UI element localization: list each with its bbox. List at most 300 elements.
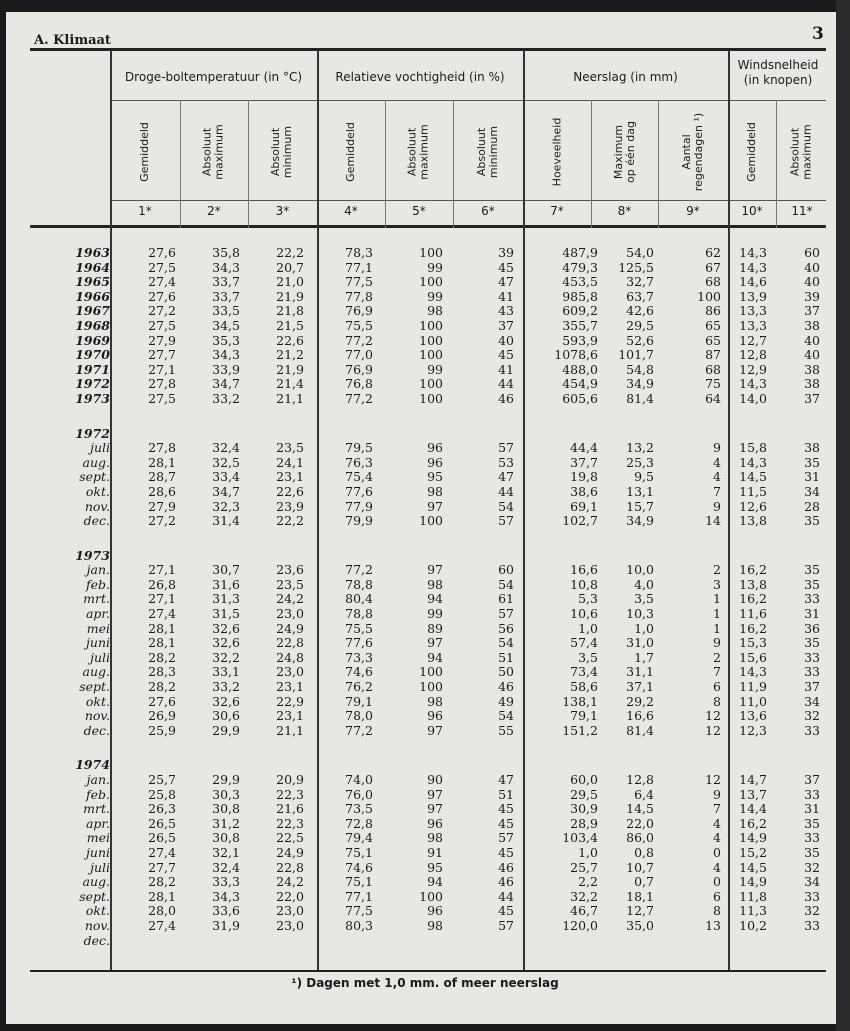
- cell-col-3: 21,9: [276, 288, 304, 304]
- cell-col-3: 20,7: [276, 259, 304, 275]
- cell-col-9: 68: [705, 274, 721, 290]
- cell-col-2: 30,6: [212, 708, 240, 724]
- cell-col-1: 27,6: [148, 288, 176, 304]
- cell-col-2: 33,3: [212, 874, 240, 890]
- cell-col-8: [598, 934, 654, 949]
- cell-col-9: 14: [705, 513, 721, 529]
- table-row: [30, 334, 820, 349]
- column-header-label: Absoluut maximum: [406, 124, 431, 180]
- cell-col-11: 35: [804, 576, 820, 592]
- cell-col-5: 96: [427, 815, 443, 831]
- cell-col-7: 25,7: [570, 859, 598, 875]
- cell-col-9: 1: [713, 591, 721, 607]
- cell-col-9: 9: [713, 786, 721, 802]
- spacer-row: [30, 407, 820, 427]
- cell-col-9: 13: [705, 917, 721, 933]
- cell-col-1: 25,8: [148, 786, 176, 802]
- cell-col-4: 80,3: [345, 917, 373, 933]
- cell-col-9: 87: [705, 347, 721, 363]
- cell-col-10: 16,2: [739, 815, 767, 831]
- row-label: sept.: [79, 469, 110, 485]
- cell-col-10: 11,6: [739, 606, 767, 622]
- table-row: [30, 607, 820, 622]
- cell-col-1: 28,1: [148, 454, 176, 470]
- column-header: [317, 102, 385, 202]
- spacer-row: [30, 738, 820, 758]
- cell-col-8: 10,0: [626, 562, 654, 578]
- cell-col-2: 33,2: [212, 679, 240, 695]
- cell-col-5: 97: [427, 722, 443, 738]
- cell-col-11: 32: [804, 859, 820, 875]
- column-header: [776, 102, 828, 202]
- cell-col-11: 37: [804, 772, 820, 787]
- column-header-label: Aantal regendagen ¹): [680, 112, 706, 192]
- cell-col-3: 22,6: [276, 332, 304, 348]
- cell-col-10: 11,3: [739, 903, 767, 919]
- cell-col-4: 74,6: [345, 664, 373, 680]
- cell-col-7: 29,5: [570, 786, 598, 802]
- cell-col-11: 40: [804, 259, 820, 275]
- cell-col-1: 28,2: [148, 679, 176, 695]
- cell-col-1: 27,4: [148, 606, 176, 622]
- cell-col-3: 24,9: [276, 620, 304, 636]
- cell-col-8: 0,7: [634, 874, 654, 890]
- cell-col-3: 22,6: [276, 483, 304, 499]
- cell-col-3: 21,6: [276, 801, 304, 817]
- group-header: Neerslag (in mm): [573, 70, 678, 84]
- cell-col-4: 77,2: [345, 722, 373, 738]
- cell-col-6: 44: [498, 483, 514, 499]
- table-row: [30, 651, 820, 666]
- cell-col-9: 6: [713, 679, 721, 695]
- cell-col-3: 23,1: [276, 679, 304, 695]
- table-row: [30, 817, 820, 832]
- cell-col-7: 102,7: [562, 513, 598, 529]
- table-row: [30, 485, 820, 500]
- cell-col-5: 97: [427, 635, 443, 651]
- cell-col-11: 40: [804, 332, 820, 348]
- cell-col-11: 33: [804, 664, 820, 680]
- table-row: [30, 831, 820, 846]
- cell-col-9: 68: [705, 361, 721, 377]
- section-year: 1974: [75, 757, 110, 773]
- cell-col-8: 101,7: [618, 347, 654, 363]
- cell-col-10: 13,8: [739, 513, 767, 529]
- cell-col-7: 479,3: [562, 259, 598, 275]
- cell-col-1: 27,8: [148, 376, 176, 392]
- cell-col-11: 38: [804, 361, 820, 377]
- cell-col-6: 46: [498, 859, 514, 875]
- top-rule: [30, 48, 826, 51]
- cell-col-5: 99: [427, 288, 443, 304]
- cell-col-4: 75,5: [345, 620, 373, 636]
- cell-col-1: 25,9: [148, 722, 176, 738]
- cell-col-5: 91: [427, 844, 443, 860]
- cell-col-8: 29,2: [626, 693, 654, 709]
- table-row: [30, 470, 820, 485]
- page-edge: [836, 0, 850, 1031]
- cell-col-4: 79,5: [345, 440, 373, 456]
- cell-col-7: 79,1: [570, 708, 598, 724]
- cell-col-10: 13,3: [739, 303, 767, 319]
- cell-col-2: 33,4: [212, 469, 240, 485]
- cell-col-9: 4: [713, 830, 721, 846]
- cell-col-10: 10,2: [739, 917, 767, 933]
- cell-col-5: 98: [427, 830, 443, 846]
- cell-col-7: 32,2: [570, 888, 598, 904]
- cell-col-11: 37: [804, 679, 820, 695]
- cell-col-5: 99: [427, 259, 443, 275]
- cell-col-1: 27,2: [148, 303, 176, 319]
- cell-col-2: 34,3: [212, 347, 240, 363]
- cell-col-9: 6: [713, 888, 721, 904]
- cell-col-11: 35: [804, 513, 820, 529]
- cell-col-9: 64: [705, 390, 721, 406]
- row-label: mei: [86, 620, 110, 636]
- cell-col-10: 16,2: [739, 562, 767, 578]
- cell-col-4: 72,8: [345, 815, 373, 831]
- cell-col-8: 14,5: [626, 801, 654, 817]
- cell-col-9: 8: [713, 693, 721, 709]
- row-label: sept.: [79, 679, 110, 695]
- table-row: [30, 919, 820, 934]
- cell-col-7: 57,4: [570, 635, 598, 651]
- table-row: [30, 680, 820, 695]
- cell-col-4: 77,5: [345, 903, 373, 919]
- cell-col-11: 37: [804, 303, 820, 319]
- cell-col-11: 35: [804, 562, 820, 578]
- table-row: [30, 592, 820, 607]
- cell-col-9: 12: [705, 722, 721, 738]
- cell-col-11: 33: [804, 917, 820, 933]
- cell-col-11: 34: [804, 693, 820, 709]
- cell-col-3: 23,1: [276, 469, 304, 485]
- cell-col-10: 14,9: [739, 830, 767, 846]
- cell-col-6: 39: [498, 245, 514, 260]
- cell-col-9: 7: [713, 483, 721, 499]
- row-label: 1972: [75, 376, 110, 392]
- cell-col-4: 76,9: [345, 361, 373, 377]
- cell-col-2: 32,1: [212, 844, 240, 860]
- cell-col-7: 355,7: [562, 317, 598, 333]
- cell-col-4: 76,3: [345, 454, 373, 470]
- table-row: [30, 890, 820, 905]
- cell-col-6: 61: [498, 591, 514, 607]
- cell-col-4: 79,9: [345, 513, 373, 529]
- cell-col-6: 47: [498, 772, 514, 787]
- table-row: [30, 709, 820, 724]
- cell-col-1: 27,9: [148, 498, 176, 514]
- column-header-label: Hoeveelheid: [550, 117, 563, 187]
- cell-col-3: 21,8: [276, 303, 304, 319]
- cell-col-8: 13,2: [626, 440, 654, 456]
- cell-col-8: 63,7: [626, 288, 654, 304]
- table-row: [30, 377, 820, 392]
- cell-col-9: 1: [713, 620, 721, 636]
- table-row: [30, 665, 820, 680]
- cell-col-8: 42,6: [626, 303, 654, 319]
- cell-col-6: 54: [498, 635, 514, 651]
- cell-col-9: 9: [713, 498, 721, 514]
- cell-col-10: 13,8: [739, 576, 767, 592]
- table-row: [30, 934, 820, 949]
- cell-col-4: 76,2: [345, 679, 373, 695]
- row-label: jan.: [86, 772, 110, 787]
- cell-col-2: 32,5: [212, 454, 240, 470]
- column-header-label: Gemiddeld: [138, 122, 151, 182]
- cell-col-11: 33: [804, 830, 820, 846]
- cell-col-7: 138,1: [562, 693, 598, 709]
- cell-col-9: 100: [697, 288, 721, 304]
- row-label: okt.: [85, 903, 110, 919]
- cell-col-3: 22,9: [276, 693, 304, 709]
- cell-col-3: 22,0: [276, 888, 304, 904]
- cell-col-1: 28,1: [148, 888, 176, 904]
- cell-col-1: 28,2: [148, 649, 176, 665]
- cell-col-8: 35,0: [626, 917, 654, 933]
- cell-col-11: 33: [804, 888, 820, 904]
- cell-col-1: 25,7: [148, 772, 176, 787]
- cell-col-11: 28: [804, 498, 820, 514]
- cell-col-7: 985,8: [562, 288, 598, 304]
- cell-col-6: 60: [498, 562, 514, 578]
- cell-col-2: 33,7: [212, 274, 240, 290]
- cell-col-8: 10,7: [626, 859, 654, 875]
- cell-col-11: 35: [804, 454, 820, 470]
- group-header: Relatieve vochtigheid (in %): [335, 70, 505, 84]
- cell-col-3: 22,8: [276, 859, 304, 875]
- cell-col-5: 94: [427, 591, 443, 607]
- cell-col-4: 74,0: [345, 772, 373, 787]
- cell-col-3: 20,9: [276, 772, 304, 787]
- cell-col-5: 98: [427, 693, 443, 709]
- cell-col-10: 14,9: [739, 874, 767, 890]
- table-row: [30, 290, 820, 305]
- column-number: 10*: [741, 204, 763, 218]
- cell-col-3: 23,0: [276, 903, 304, 919]
- column-header-label: Absoluut minimum: [269, 125, 295, 179]
- section-year-row: [30, 549, 820, 564]
- cell-col-3: 24,9: [276, 844, 304, 860]
- cell-col-5: 100: [419, 679, 443, 695]
- cell-col-6: 46: [498, 390, 514, 406]
- cell-col-2: 34,3: [212, 888, 240, 904]
- cell-col-4: 78,8: [345, 576, 373, 592]
- cell-col-10: [721, 934, 767, 949]
- cell-col-1: 28,6: [148, 483, 176, 499]
- cell-col-2: 31,2: [212, 815, 240, 831]
- cell-col-10: 13,3: [739, 317, 767, 333]
- cell-col-6: 37: [498, 317, 514, 333]
- cell-col-1: 27,6: [148, 245, 176, 260]
- cell-col-4: 76,9: [345, 303, 373, 319]
- cell-col-1: 26,5: [148, 830, 176, 846]
- column-number: 4*: [344, 204, 358, 218]
- table-row: [30, 304, 820, 319]
- cell-col-8: 52,6: [626, 332, 654, 348]
- cell-col-7: 605,6: [562, 390, 598, 406]
- column-header: [523, 102, 591, 202]
- cell-col-11: [767, 934, 820, 949]
- table-row: [30, 319, 820, 334]
- cell-col-9: 4: [713, 469, 721, 485]
- cell-col-4: 77,6: [345, 635, 373, 651]
- cell-col-3: 23,5: [276, 576, 304, 592]
- cell-col-9: 67: [705, 259, 721, 275]
- cell-col-2: 32,6: [212, 693, 240, 709]
- cell-col-10: 12,9: [739, 361, 767, 377]
- row-label: jan.: [86, 562, 110, 578]
- cell-col-3: 23,6: [276, 562, 304, 578]
- cell-col-11: 33: [804, 722, 820, 738]
- cell-col-7: 2,2: [578, 874, 598, 890]
- cell-col-2: 32,2: [212, 649, 240, 665]
- cell-col-4: 75,1: [345, 844, 373, 860]
- cell-col-4: 76,0: [345, 786, 373, 802]
- cell-col-1: 27,5: [148, 259, 176, 275]
- cell-col-6: 53: [498, 454, 514, 470]
- cell-col-10: 14,7: [739, 772, 767, 787]
- cell-col-8: 13,1: [626, 483, 654, 499]
- cell-col-9: 4: [713, 815, 721, 831]
- column-header-label: Gemiddeld: [344, 122, 357, 182]
- table-row: [30, 500, 820, 515]
- cell-col-5: 100: [419, 390, 443, 406]
- cell-col-1: [110, 934, 176, 949]
- cell-col-5: 100: [419, 245, 443, 260]
- cell-col-11: 35: [804, 815, 820, 831]
- cell-col-5: 100: [419, 347, 443, 363]
- cell-col-11: 40: [804, 274, 820, 290]
- cell-col-7: 487,9: [562, 245, 598, 260]
- cell-col-6: 46: [498, 679, 514, 695]
- cell-col-1: 27,1: [148, 591, 176, 607]
- column-header: [453, 102, 523, 202]
- cell-col-3: [240, 934, 304, 949]
- cell-col-4: 77,1: [345, 888, 373, 904]
- cell-col-6: 54: [498, 498, 514, 514]
- cell-col-8: 6,4: [634, 786, 654, 802]
- table-row: [30, 802, 820, 817]
- cell-col-7: 1,0: [578, 620, 598, 636]
- cell-col-6: 57: [498, 606, 514, 622]
- cell-col-10: 15,3: [739, 635, 767, 651]
- cell-col-5: 100: [419, 513, 443, 529]
- cell-col-7: 46,7: [570, 903, 598, 919]
- cell-col-9: 8: [713, 903, 721, 919]
- cell-col-8: 15,7: [626, 498, 654, 514]
- table-row: [30, 275, 820, 290]
- cell-col-9: 0: [713, 844, 721, 860]
- row-label: 1967: [75, 303, 110, 319]
- row-label: juni: [86, 844, 110, 860]
- row-label: nov.: [84, 498, 110, 514]
- cell-col-7: 37,7: [570, 454, 598, 470]
- cell-col-10: 13,7: [739, 786, 767, 802]
- footnote: ¹) Dagen met 1,0 mm. of meer neerslag: [291, 976, 559, 990]
- cell-col-2: 35,8: [212, 245, 240, 260]
- row-label: mrt.: [83, 591, 110, 607]
- cell-col-5: 97: [427, 801, 443, 817]
- cell-col-7: 69,1: [570, 498, 598, 514]
- cell-col-5: 96: [427, 440, 443, 456]
- cell-col-6: 45: [498, 815, 514, 831]
- cell-col-2: 32,3: [212, 498, 240, 514]
- cell-col-3: 21,1: [276, 722, 304, 738]
- cell-col-5: 98: [427, 303, 443, 319]
- cell-col-4: 79,4: [345, 830, 373, 846]
- cell-col-5: 100: [419, 376, 443, 392]
- cell-col-11: 60: [804, 245, 820, 260]
- cell-col-5: 98: [427, 917, 443, 933]
- cell-col-7: 19,8: [570, 469, 598, 485]
- column-header-label: Absoluut maximum: [789, 124, 814, 180]
- cell-col-10: 15,2: [739, 844, 767, 860]
- cell-col-11: 33: [804, 649, 820, 665]
- cell-col-2: 31,9: [212, 917, 240, 933]
- cell-col-9: 3: [713, 576, 721, 592]
- page-number: 3: [812, 24, 824, 44]
- cell-col-3: 24,1: [276, 454, 304, 470]
- row-label: nov.: [84, 708, 110, 724]
- cell-col-9: 12: [705, 772, 721, 787]
- cell-col-9: 62: [705, 245, 721, 260]
- table-row: [30, 392, 820, 407]
- cell-col-10: 15,6: [739, 649, 767, 665]
- cell-col-4: 79,1: [345, 693, 373, 709]
- cell-col-8: 31,1: [626, 664, 654, 680]
- cell-col-3: 21,4: [276, 376, 304, 392]
- cell-col-7: 73,4: [570, 664, 598, 680]
- table-row: [30, 861, 820, 876]
- cell-col-10: 14,3: [739, 245, 767, 260]
- cell-col-4: 77,5: [345, 274, 373, 290]
- column-header: [180, 102, 248, 202]
- cell-col-8: 81,4: [626, 390, 654, 406]
- cell-col-2: 30,3: [212, 786, 240, 802]
- cell-col-6: 41: [498, 361, 514, 377]
- cell-col-4: 77,8: [345, 288, 373, 304]
- cell-col-6: 45: [498, 259, 514, 275]
- section-year-row: [30, 427, 820, 442]
- cell-col-6: 41: [498, 288, 514, 304]
- cell-col-6: 57: [498, 513, 514, 529]
- cell-col-1: 27,1: [148, 361, 176, 377]
- cell-col-7: 488,0: [562, 361, 598, 377]
- cell-col-9: 0: [713, 874, 721, 890]
- cell-col-2: 29,9: [212, 722, 240, 738]
- cell-col-1: 26,9: [148, 708, 176, 724]
- section-title: A. Klimaat: [34, 33, 111, 48]
- cell-col-5: 99: [427, 606, 443, 622]
- cell-col-2: 30,8: [212, 830, 240, 846]
- cell-col-1: 27,7: [148, 859, 176, 875]
- row-label: sept.: [79, 888, 110, 904]
- cell-col-3: 22,5: [276, 830, 304, 846]
- cell-col-11: 31: [804, 469, 820, 485]
- cell-col-3: 24,2: [276, 591, 304, 607]
- cell-col-5: 95: [427, 469, 443, 485]
- cell-col-6: 47: [498, 274, 514, 290]
- cell-col-8: 34,9: [626, 376, 654, 392]
- cell-col-7: 453,5: [562, 274, 598, 290]
- cell-col-8: 81,4: [626, 722, 654, 738]
- cell-col-1: 26,3: [148, 801, 176, 817]
- column-number: 2*: [207, 204, 221, 218]
- column-number: 7*: [550, 204, 564, 218]
- cell-col-4: 78,8: [345, 606, 373, 622]
- cell-col-6: 45: [498, 903, 514, 919]
